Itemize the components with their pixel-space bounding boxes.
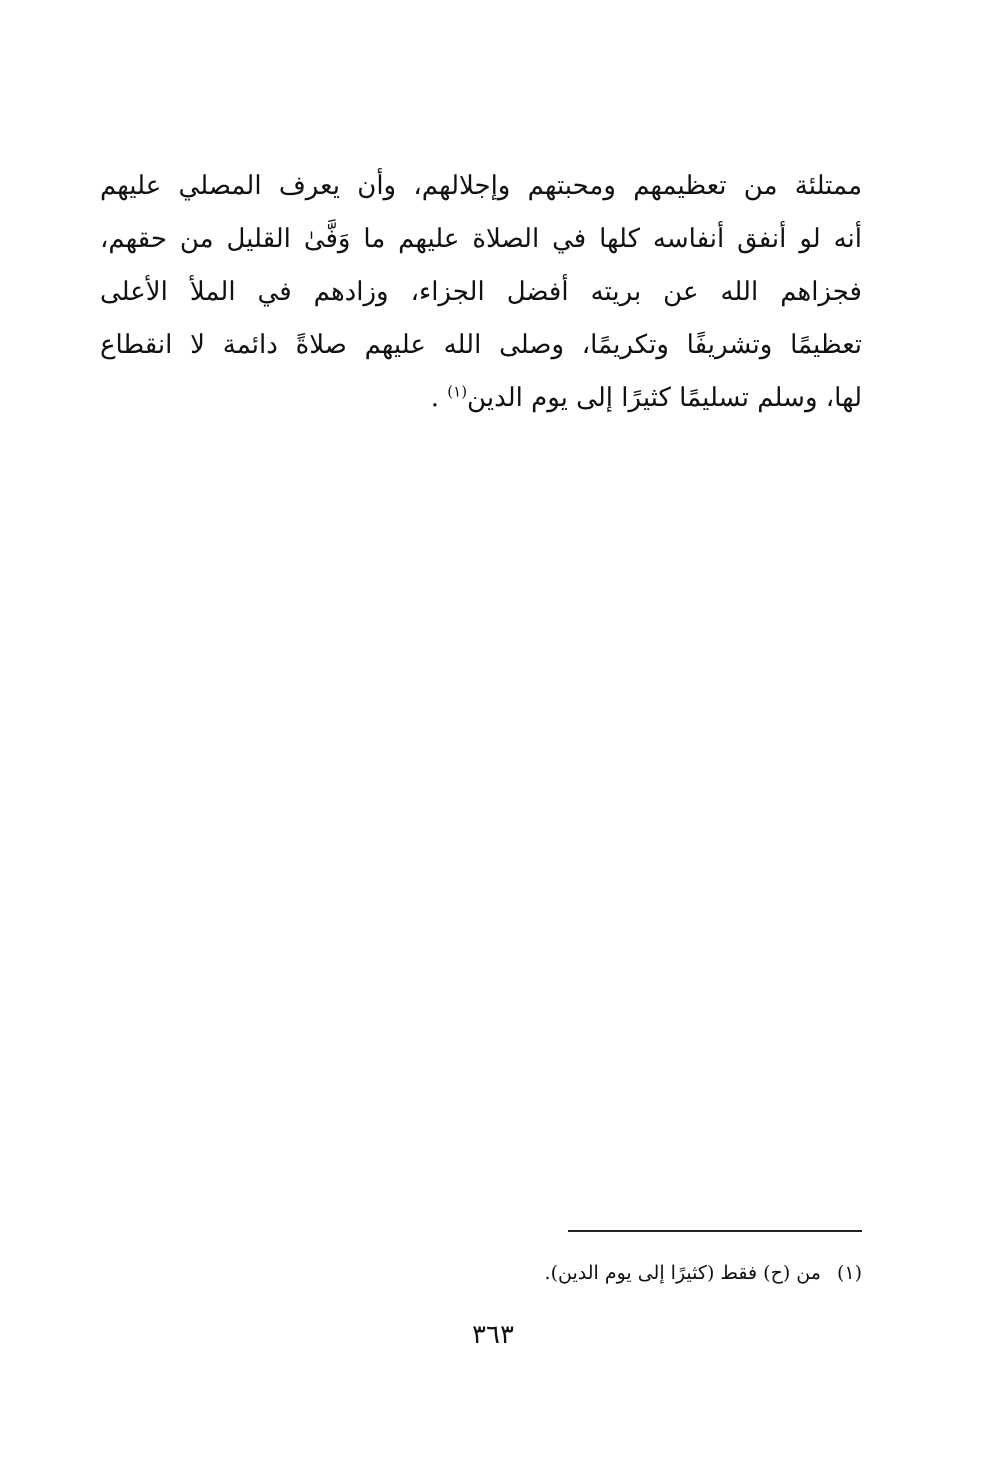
page-number: ٣٦٣	[472, 1320, 514, 1350]
text-line-2: أنه لو أنفق أنفاسه كلها في الصلاة عليهم ما وَفَّىٰ القليل من حقهم،	[100, 224, 862, 254]
footnote-number: (١)	[836, 1262, 862, 1284]
main-text	[100, 160, 862, 425]
text-line-5	[100, 372, 862, 425]
footnote-text: من (ح) فقط (كثيرًا إلى يوم الدين).	[544, 1262, 821, 1284]
text-line-3: فجزاهم الله عن بريته أفضل الجزاء، وزادهم في الملأ الأعلى	[100, 277, 862, 307]
text-line-4: تعظيمًا وتشريفًا وتكريمًا، وصلى الله عليهم صلاةً دائمة لا انقطاع	[100, 330, 862, 360]
text-line-1: ممتلئة من تعظيمهم ومحبتهم وإجلالهم، وأن يعرف المصلي عليهم	[100, 171, 862, 201]
footnote	[300, 1258, 862, 1288]
footnote-reference[interactable]: (١)	[447, 382, 468, 401]
text-line-5-content: لها، وسلم تسليمًا كثيرًا إلى يوم الدين	[467, 383, 862, 413]
end-period: .	[430, 383, 439, 413]
footnote-divider	[568, 1230, 862, 1232]
